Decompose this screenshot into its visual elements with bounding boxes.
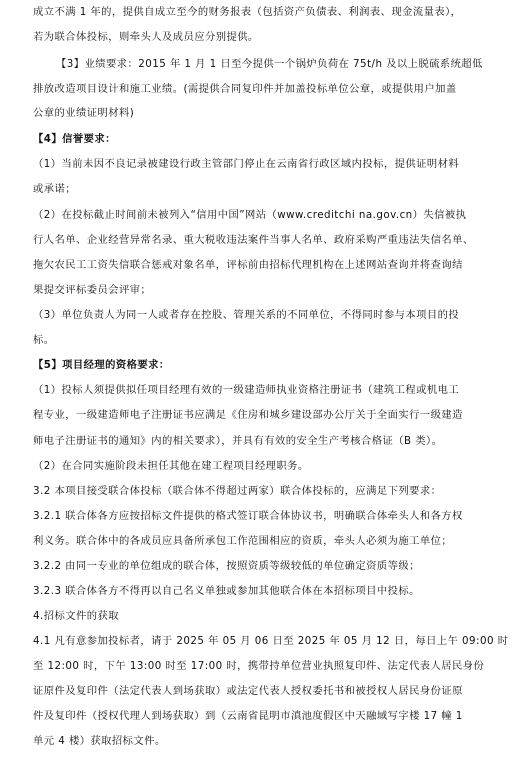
text-line: 公章的业绩证明材料) <box>33 107 135 119</box>
text-line: 若为联合体投标，则牵头人及成员应分别提供。 <box>33 31 259 43</box>
text-line: 排放改造项目设计和施工业绩。(需提供合同复印件并加盖投标单位公章，或提供用户加盖 <box>33 83 457 95</box>
text-line: 4.1 凡有意参加投标者，请于 2025 年 05 月 06 日至 2025 年 05 月 12 日，每日上午 09:00 时 <box>33 635 509 647</box>
text-line: 成立不满 1 年的，提供自成立至今的财务报表（包括资产负债表、利润表、现金流量表）， <box>33 6 462 18</box>
text-line: 标。 <box>33 334 55 346</box>
text-line: 件及复印件（授权代理人到场获取）到（云南省昆明市滇池度假区中天融域写字楼 17 幢 1 <box>33 710 463 722</box>
text-line: （1）投标人须提供拟任项目经理有效的一级建造师执业资格注册证书（建筑工程或机电工 <box>33 384 460 396</box>
text-line: 3.2.3 联合体各方不得再以自己名义单独或参加其他联合体在本招标项目中投标。 <box>33 585 420 597</box>
text-line: 程专业，一级建造师电子注册证书应满足《住房和城乡建设部办公厅关于全面实行一级建造 <box>33 409 463 421</box>
text-line: 3.2 本项目接受联合体投标（联合体不得超过两家）联合体投标的，应满足下列要求： <box>33 485 442 497</box>
text-line: 利义务。联合体中的各成员应具备所承包工作范围相应的资质，牵头人必须为施工单位； <box>33 535 453 547</box>
text-line: （1）当前未因不良记录被建设行政主管部门停止在云南省行政区域内投标，提供证明材料 <box>33 158 460 170</box>
text-line: 拖欠农民工工资失信联合惩戒对象名单，评标前由招标代理机构在上述网站查询并将查询结 <box>33 259 463 271</box>
text-line: 师电子注册证书的通知》内的相关要求），并具有有效的安全生产考核合格证（B 类）。 <box>33 435 443 447</box>
text-line: 至 12:00 时，下午 13:00 时至 17:00 时，携带持单位营业执照复印件、法定代表人居民身份 <box>33 660 485 672</box>
text-line: 【3】业绩要求：2015 年 1 月 1 日至今提供一个锅炉负荷在 75t/h 及以上脱硫系统超低 <box>56 58 483 70</box>
text-line: 或承诺； <box>33 183 76 195</box>
text-line: 3.2.2 由同一专业的单位组成的联合体，按照资质等级较低的单位确定资质等级； <box>33 560 420 572</box>
text-line: 单元 4 楼）获取招标文件。 <box>33 735 166 747</box>
text-line: 证原件及复印件（法定代表人到场获取）或法定代表人授权委托书和被授权人居民身份证原 <box>33 685 463 697</box>
text-line: 行人名单、企业经营异常名录、重大税收违法案件当事人名单、政府采购严重违法失信名单、 <box>33 234 474 246</box>
text-line: （2）在投标截止时间前未被列入“信用中国”网站（www.creditchi na.gov.cn）失信被执 <box>33 209 467 221</box>
section-heading: 4.招标文件的获取 <box>33 610 119 622</box>
section-heading: 【5】项目经理的资格要求： <box>33 359 170 371</box>
text-line: （2）在合同实施阶段未担任其他在建工程项目经理职务。 <box>33 460 309 472</box>
text-line: 果提交评标委员会评审； <box>33 284 152 296</box>
section-heading: 【4】信誉要求： <box>33 133 116 145</box>
text-line: （3）单位负责人为同一人或者存在控股、管理关系的不同单位，不得同时参与本项目的投 <box>33 309 460 321</box>
text-line: 3.2.1 联合体各方应按招标文件提供的格式签订联合体协议书，明确联合体牵头人和各方权 <box>33 510 463 522</box>
